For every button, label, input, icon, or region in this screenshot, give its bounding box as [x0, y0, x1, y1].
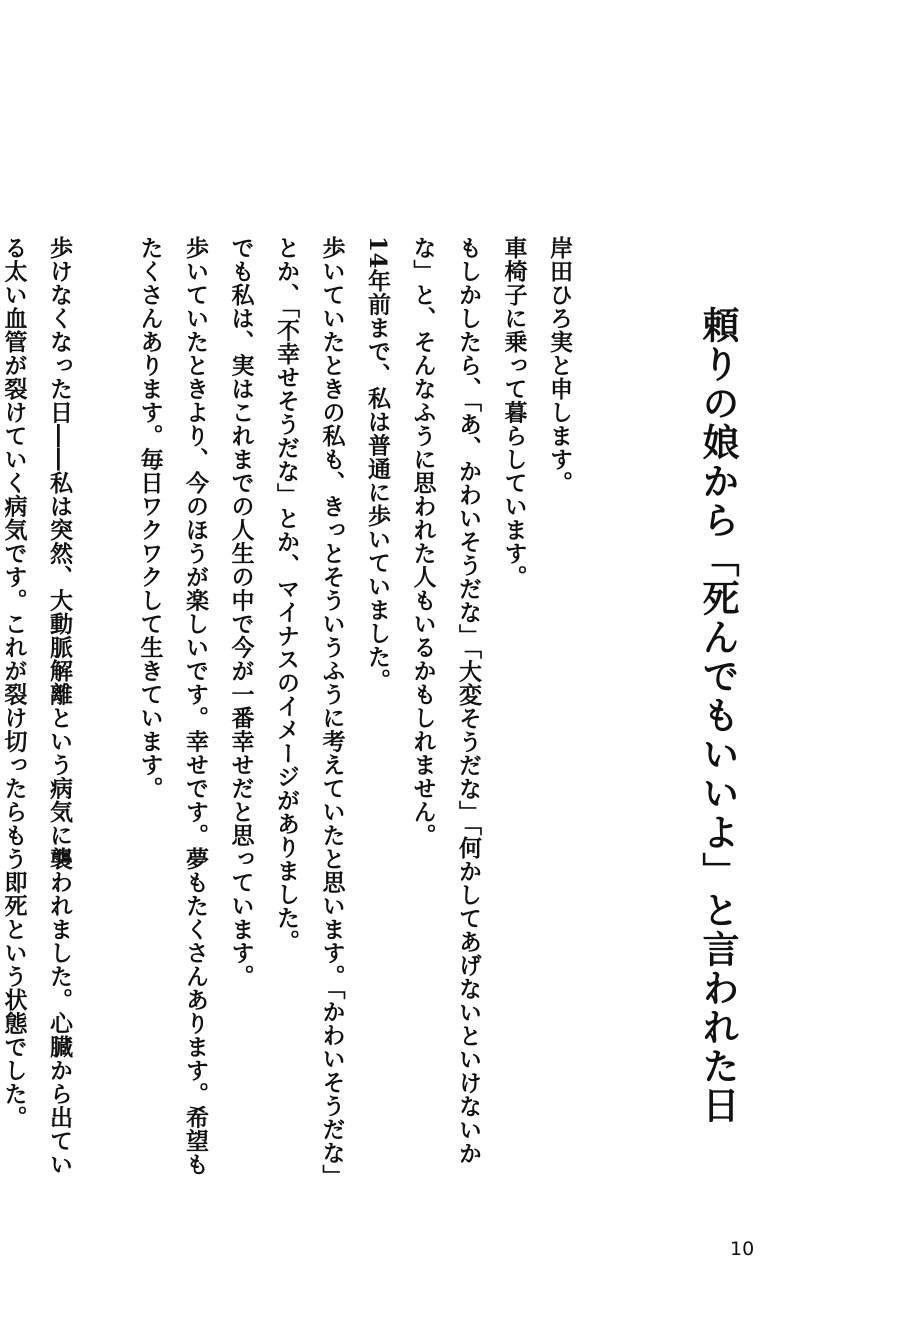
paragraph: でも私は、実はこれまでの人生の中で今が一番幸せだと思っています。: [227, 236, 255, 988]
paragraph: 岸田ひろ実と申します。: [546, 236, 573, 495]
body-text: [0, 236, 582, 1186]
paragraph-gap: [82, 236, 127, 1186]
paragraph: 歩いていたときの私も、きっとそういうふうに考えていたと思います。「かわいそうだな」とか、「不幸せそうだな」とか、マイナスのイメージがありました。: [273, 236, 346, 1177]
chapter-title: 頼りの娘から「死んでもいいよ」と言われた日: [696, 306, 739, 1125]
paragraph: 歩いていたときより、今のほうが楽しいです。幸せです。夢もたくさんあります。希望もたくさんあります。毎日ワクワクして生きています。: [136, 236, 209, 1176]
paragraph: もしかしたら、「あ、かわいそうだな」「大変そうだな」「何かしてあげないといけないかな」と、そんなふうに思われた人もいるかもしれません。: [409, 236, 482, 1165]
paragraph: 車椅子に乗って暮らしています。: [500, 236, 528, 589]
paragraph: 14年前まで、私は普通に歩いていました。: [364, 236, 391, 693]
page-number: 10: [730, 1238, 755, 1260]
paragraph: 歩けなくなった日――私は突然、大動脈解離という病気に襲われました。心臓から出ている太い血管が裂けていく病気です。これが裂け切ったらもう即死という状態でした。: [0, 236, 73, 1176]
